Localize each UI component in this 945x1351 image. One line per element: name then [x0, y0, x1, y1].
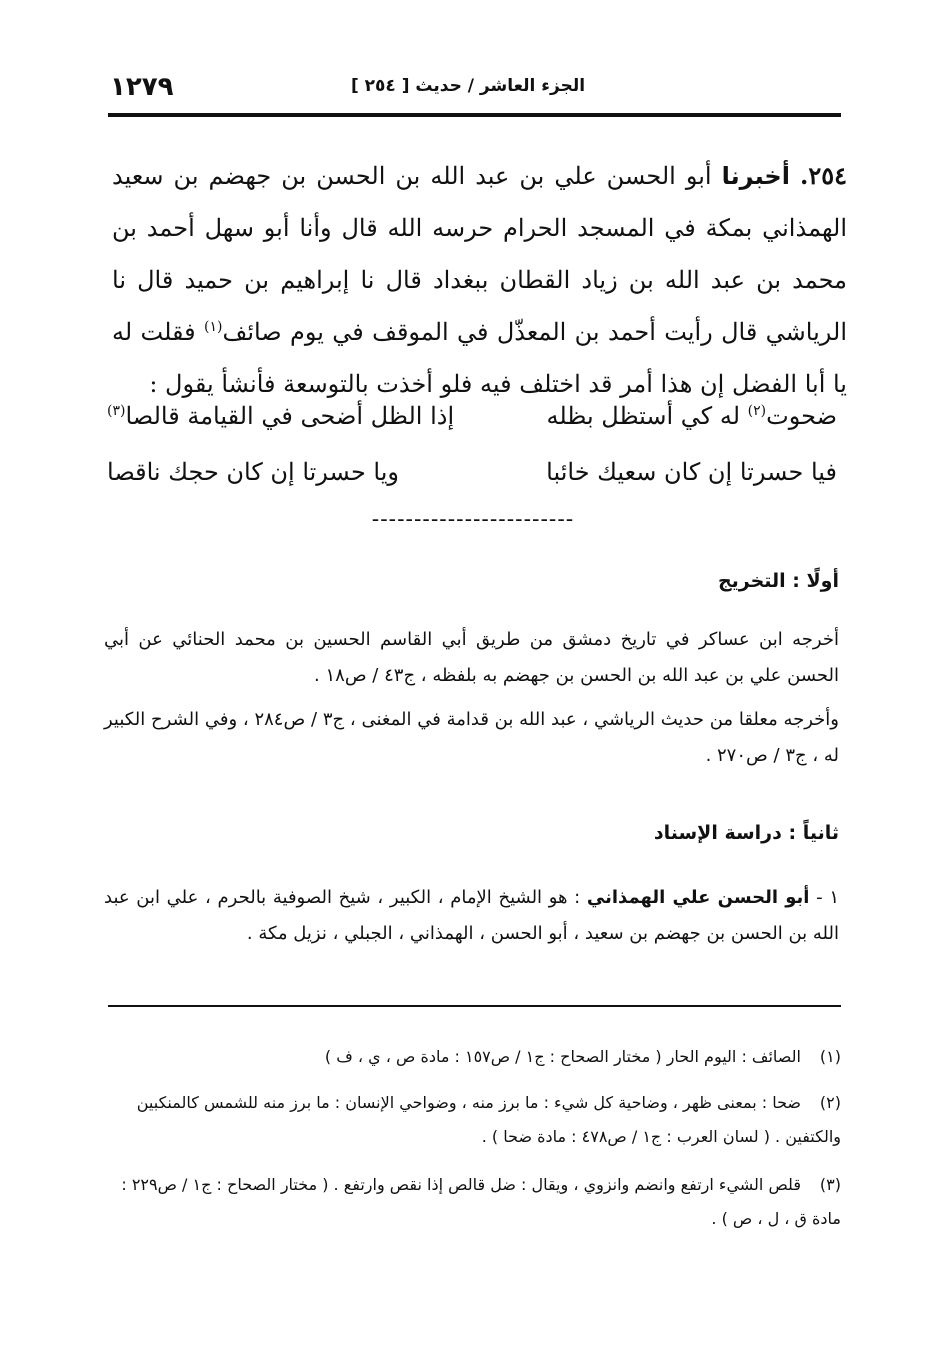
verse-2-first-hemistich: فيا حسرتا إن كان سعيك خائبا: [546, 458, 837, 486]
narrator-name: أبو الحسن علي الهمذاني: [586, 887, 810, 908]
verse-1-second-hemistich: إذا الظل أضحى في القيامة قالصا$^{(٣)}$: [107, 402, 455, 430]
hadith-text: [112, 150, 847, 410]
footnote-rule: [108, 1005, 841, 1007]
footnote-1: [108, 1040, 841, 1074]
hadith-text-part1: أبو الحسن علي بن عبد الله بن الحسن بن جهضم بن سعيد الهمذاني بمكة في المسجد الحرام حرسه الله قال وأنا أبو سهل أحمد بن محمد بن عبد الله بن زياد القطان ببغداد قال نا إبراهيم بن حميد قال نا الرياشي قال رأيت أحمد بن المعذّل في الموقف في يوم صائف: [112, 162, 847, 346]
verse-2-second-hemistich: ويا حسرتا إن كان حجك ناقصا: [107, 458, 400, 486]
isnad-item-prefix: ١ -: [809, 887, 839, 908]
footnote-1-text: الصائف : اليوم الحار ( مختار الصحاح : ج١ / ص١٥٧ : مادة ص ، ي ، ف ): [324, 1047, 801, 1066]
footnote-3: [108, 1168, 841, 1236]
footnote-ref-1[interactable]: (١): [204, 319, 223, 335]
page-number: ١٢٧٩: [110, 72, 174, 102]
section-heading-isnad: ثانياً : دراسة الإسناد: [653, 822, 839, 844]
dashed-separator: ------------------------: [371, 507, 575, 532]
footnote-3-mark: (٣): [819, 1175, 841, 1194]
narrator-description: : هو الشيخ الإمام ، الكبير ، شيخ الصوفية بالحرم ، علي ابن عبد الله بن الحسن بن جهضم بن سعيد ، أبو الحسن ، الهمذاني ، الجبلي ، نزيل مكة .: [104, 887, 839, 944]
header-rule: [108, 113, 841, 117]
isnad-body: [104, 880, 839, 952]
takhrij-body: [104, 622, 839, 774]
footnote-2-text: ضحا : بمعنى ظهر ، وضاحية كل شيء : ما برز منه ، وضواحي الإنسان : ما برز منه للشمس كالمنكبين والكتفين . ( لسان العرب : ج١ / ص٤٧٨ : مادة ضحا ) .: [136, 1093, 841, 1146]
hadith-lead-word: أخبرنا: [721, 162, 790, 190]
hadith-number: ٢٥٤.: [799, 161, 847, 190]
takhrij-para-2: وأخرجه معلقا من حديث الرياشي ، عبد الله بن قدامة في المغنى ، ج٣ / ص٢٨٤ ، وفي الشرح الكبير له ، ج٣ / ص٢٧٠ .: [104, 709, 839, 766]
running-header-title: الجزء العاشر / حديث [ ٢٥٤ ]: [350, 76, 586, 96]
verse-1-first-hemistich: ضحوت$^{(٢)}$ له كي أستظل بظله: [546, 402, 837, 430]
footnote-1-mark: (١): [819, 1047, 841, 1066]
section-heading-takhrij: أولًا : التخريج: [717, 570, 839, 592]
footnote-2-mark: (٢): [819, 1093, 841, 1112]
footnote-3-text: قلص الشيء ارتفع وانضم وانزوي ، ويقال : ضل قالص إذا نقص وارتفع . ( مختار الصحاح : ج١ / ص٢٢٩ : مادة ق ، ل ، ص ) .: [121, 1175, 841, 1228]
isnad-item-1: [104, 880, 839, 952]
footnote-ref-2[interactable]: (٢): [747, 403, 767, 419]
hadith-text-part2: فقلت له يا أبا الفضل إن هذا أمر قد اختلف فيه فلو أخذت بالتوسعة فأنشأ يقول :: [112, 318, 847, 398]
footnote-2: [108, 1086, 841, 1154]
footnote-ref-3[interactable]: (٣): [107, 403, 126, 419]
takhrij-para-1: أخرجه ابن عساكر في تاريخ دمشق من طريق أبي القاسم الحسين بن محمد الحنائي عن أبي الحسن علي بن عبد الله بن الحسن بن جهضم به بلفظه ، ج٤٣ / ص١٨ .: [104, 629, 839, 686]
